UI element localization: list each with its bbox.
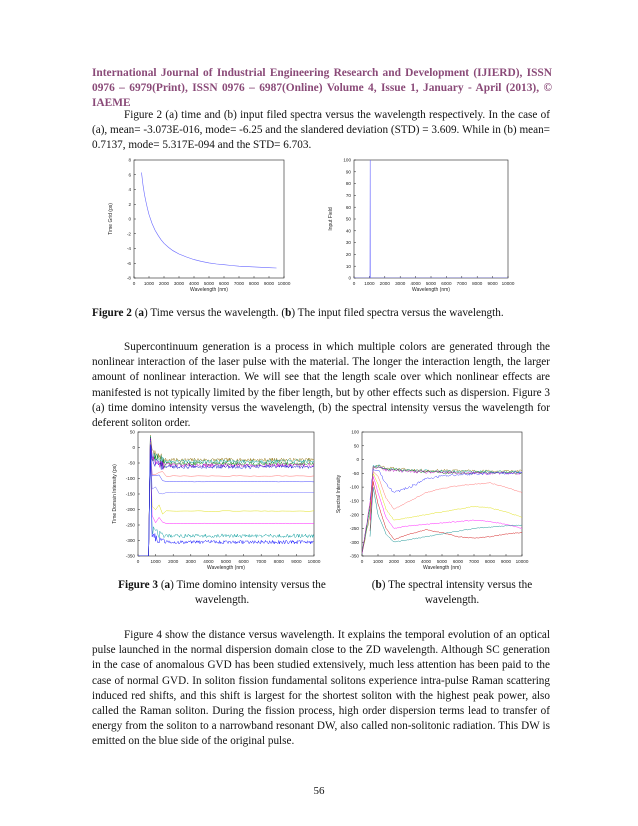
y-tick-label: -50 [352, 470, 359, 476]
figure-3-label: Figure 3 [118, 579, 159, 591]
x-tick-label: 6000 [238, 559, 249, 564]
y-tick-label: 4 [128, 187, 131, 193]
x-tick-label: 6000 [452, 559, 464, 564]
x-tick-label: 2000 [379, 281, 390, 286]
y-tick-label: 50 [345, 216, 351, 222]
x-tick-label: 5000 [203, 281, 215, 286]
y-tick-label: 0 [128, 216, 131, 222]
y-tick-label: 8 [128, 157, 131, 163]
figure-3b-plot [334, 428, 530, 574]
plot-area [134, 160, 284, 278]
x-tick-label: 1000 [143, 281, 155, 286]
x-tick-label: 4000 [203, 559, 214, 564]
figure-3a-caption-line2: wavelength. [194, 594, 250, 606]
x-tick-label: 4000 [188, 281, 200, 286]
figure-3a-caption-line1: Time domino intensity versus the [173, 579, 326, 591]
x-tick-label: 8000 [484, 559, 496, 564]
y-tick-label: 6 [128, 172, 131, 178]
y-tick-label: -4 [126, 246, 131, 252]
y-tick-label: 50 [129, 429, 135, 435]
y-tick-label: 60 [345, 204, 351, 210]
y-axis-label: Spectral Intensity [336, 474, 342, 514]
figure-2-caption: Figure 2 (a) Time versus the wavelength. (b) The input filed spectra versus the wavelength. [92, 307, 504, 319]
x-tick-label: 10000 [307, 559, 321, 564]
y-tick-label: 50 [353, 443, 359, 449]
y-tick-label: 0 [348, 275, 351, 281]
x-tick-label: 5000 [220, 559, 232, 564]
x-tick-label: 2000 [168, 559, 179, 564]
y-tick-label: 0 [356, 457, 359, 463]
x-tick-label: 7000 [456, 281, 467, 286]
figure-3a-plot [108, 428, 322, 574]
x-tick-label: 0 [136, 559, 140, 564]
x-tick-label: 0 [360, 559, 364, 564]
x-axis-label: Wavelength (nm) [190, 287, 228, 293]
y-tick-label: -300 [125, 538, 135, 544]
x-tick-label: 7000 [233, 281, 245, 286]
y-tick-label: 100 [351, 429, 359, 435]
y-tick-label: 20 [345, 252, 351, 257]
y-tick-label: -100 [349, 484, 359, 490]
paragraph-figure4-description: Figure 4 show the distance versus wavelength. It explains the temporal evolution of an optical pulse launched in the normal dispersion domain close to the ZD wavelength. Although SC generation in the case of anomalous GVD has been studied extensively, much less attention has been paid to the case of normal GVD. In soliton fission fundamental solitons experience intra-pulse Raman scattering induced red shifts, and this shift is largest for the shortest soliton with the highest peak power, also called the Raman soliton. During the fission process, high order dispersion terms lead to transfer of energy from the soliton to a narrowband resonant DW, also called non-solitonic radiation. This DW is emitted on the blue side of the original pulse. [92, 629, 550, 748]
y-tick-label: -150 [349, 498, 359, 504]
y-tick-label: 40 [345, 228, 351, 234]
x-tick-label: 7000 [468, 559, 480, 564]
figure-2b-plot [326, 156, 516, 296]
x-tick-label: 1000 [364, 281, 375, 286]
x-tick-label: 1000 [372, 559, 384, 564]
x-tick-label: 5000 [436, 559, 448, 564]
x-axis-label: Wavelength (nm) [412, 287, 450, 293]
y-tick-label: -150 [125, 491, 135, 497]
figure-2a-mark: a [138, 307, 145, 319]
figure-3a-mark: a [164, 579, 171, 591]
y-tick-label: -350 [125, 553, 135, 559]
y-tick-label: 70 [345, 193, 351, 198]
x-tick-label: 8000 [248, 281, 260, 286]
y-tick-label: 10 [345, 263, 351, 269]
figure-2b-caption-text: The input filed spectra versus the wavelength. [295, 307, 504, 319]
x-tick-label: 3000 [404, 559, 416, 564]
y-axis-label: Time Domain Intensity (ps) [112, 464, 118, 524]
figure-3a-caption: Figure 3 (a) Time domino intensity versus the wavelength. [118, 579, 326, 606]
y-tick-label: 2 [128, 201, 131, 207]
x-tick-label: 6000 [441, 281, 452, 286]
x-tick-label: 8000 [472, 281, 483, 286]
figure-2a-caption-text: Time versus the wavelength. [147, 307, 282, 319]
x-axis-label: Wavelength (nm) [423, 565, 461, 571]
x-tick-label: 4000 [420, 559, 432, 564]
x-tick-label: 9000 [291, 559, 302, 564]
y-tick-label: -100 [125, 476, 135, 482]
y-tick-label: -350 [349, 553, 359, 559]
y-tick-label: -6 [126, 260, 131, 266]
x-tick-label: 10000 [515, 559, 529, 564]
x-tick-label: 9000 [487, 281, 498, 286]
y-axis-label: Time Grid (ps) [108, 203, 114, 235]
x-tick-label: 10000 [277, 281, 291, 286]
x-tick-label: 3000 [395, 281, 406, 286]
figure-2a-plot [104, 156, 292, 296]
x-tick-label: 9000 [263, 281, 275, 286]
x-tick-label: 8000 [273, 559, 284, 564]
figure-3b-mark: b [375, 579, 382, 591]
figure-3b-caption-line1: The spectral intensity versus the [385, 579, 533, 591]
y-tick-label: -300 [349, 539, 359, 545]
figure-3b-caption-line2: wavelength. [424, 594, 480, 606]
x-tick-label: 9000 [500, 559, 512, 564]
y-axis-label: Input Field [328, 207, 334, 231]
y-tick-label: 80 [345, 181, 351, 187]
y-tick-label: 30 [345, 240, 351, 246]
figure-2b-mark: b [285, 307, 292, 319]
y-tick-label: -250 [125, 522, 135, 528]
x-tick-label: 1000 [150, 559, 161, 564]
x-tick-label: 4000 [410, 281, 421, 286]
y-tick-label: -200 [349, 512, 359, 518]
x-tick-label: 0 [352, 281, 356, 286]
paragraph-supercontinuum: Supercontinuum generation is a process in which multiple colors are generated through the nonlinear interaction of the laser pulse with the material. The longer the interaction length, the larger amount of nonlinear interaction. We will see that the length scale over which nonlinear effects are manifested is not typically limited by the fiber length, but by other effects such as dispersion. Figure 3 (a) time domino intensity versus the wavelength, (b) the spectral intensity versus the wavelength for deferent soliton order. [92, 341, 550, 430]
y-tick-label: 100 [343, 157, 351, 163]
y-tick-label: -50 [128, 460, 135, 466]
journal-header: International Journal of Industrial Engineering Research and Development (IJIERD), ISSN 0976 – 6979(Print), ISSN 0976 – 6987(Online) Volume 4, Issue 1, January - April (2013), © IAEME [92, 67, 552, 109]
x-tick-label: 2000 [388, 559, 400, 564]
y-tick-label: -8 [126, 275, 131, 281]
x-tick-label: 3000 [185, 559, 196, 564]
paragraph-figure2-description: Figure 2 (a) time and (b) input filed spectra versus the wavelength respectively. In the case of (a), mean= -3.073E-016, mode= -6.25 and the slandered deviation (STD) = 3.609. While in (b) mean= 0.7137, mode= 5.317E-094 and the STD= 6.703. [92, 109, 550, 152]
y-tick-label: 90 [345, 169, 351, 175]
x-tick-label: 5000 [425, 281, 437, 286]
figure-2-label: Figure 2 [92, 307, 132, 319]
plot-area [354, 160, 508, 278]
y-tick-label: -250 [349, 526, 359, 532]
x-tick-label: 10000 [501, 281, 515, 286]
y-tick-label: -2 [126, 231, 131, 237]
x-tick-label: 0 [132, 281, 136, 286]
x-tick-label: 2000 [158, 281, 170, 286]
x-tick-label: 3000 [173, 281, 185, 286]
y-tick-label: -200 [125, 507, 135, 513]
x-axis-label: Wavelength (nm) [207, 565, 245, 571]
page-number: 56 [313, 785, 325, 797]
plot-area [362, 432, 522, 556]
figure-3b-caption: (b) The spectral intensity versus the wavelength. [371, 579, 533, 606]
x-tick-label: 7000 [256, 559, 267, 564]
y-tick-label: 0 [132, 445, 135, 451]
x-tick-label: 6000 [218, 281, 230, 286]
